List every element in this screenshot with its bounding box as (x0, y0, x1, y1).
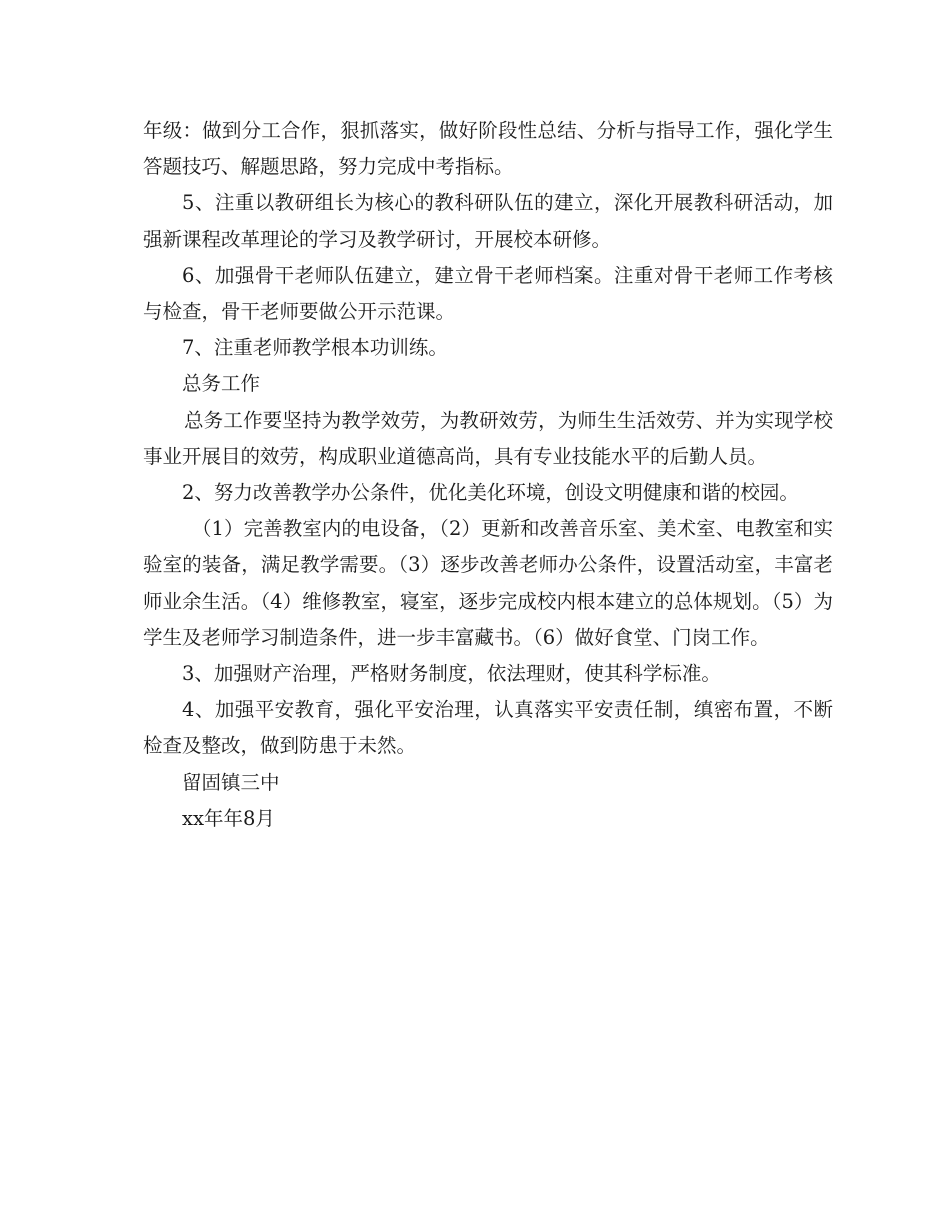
signature-date: xx年年8月 (182, 806, 275, 830)
section-heading-general-affairs: 总务工作 (182, 372, 261, 396)
paragraph-general-item-4: 4、加强平安教育，强化平安治理，认真落实平安责任制，缜密布置，不断检查及整改，做到防患于未然。 (143, 698, 833, 758)
paragraph-general-intro: 总务工作要坚持为教学效劳，为教研效劳，为师生生活效劳、并为实现学校事业开展目的效劳，构成职业道德高尚，具有专业技能水平的后勤人员。 (143, 408, 833, 468)
paragraph-item-6: 6、加强骨干老师队伍建立，建立骨干老师档案。注重对骨干老师工作考核与检查，骨干老师要做公开示范课。 (143, 263, 833, 324)
paragraph-continuation: 年级：做到分工合作，狠抓落实，做好阶段性总结、分析与指导工作，强化学生答题技巧、解题思路，努力完成中考指标。 (143, 119, 833, 179)
document-body (143, 113, 833, 837)
paragraph-item-5: 5、注重以教研组长为核心的教科研队伍的建立，深化开展教科研活动，加强新课程改革理论的学习及教学研讨，开展校本研修。 (143, 191, 833, 251)
paragraph-general-item-2: 2、努力改善教学办公条件，优化美化环境，创设文明健康和谐的校园。 (182, 481, 799, 505)
paragraph-general-item-2-sub: （1）完善教室内的电设备，（2）更新和改善音乐室、美术室、电教室和实验室的装备，满足教学需要。（3）逐步改善老师办公条件，设置活动室，丰富老师业余生活。（4）维修教室，寝室，逐步完成校内根本建立的总体规划。（5）为学生及老师学习制造条件，进一步丰富藏书。（6）做好食堂、门岗工作。 (143, 517, 833, 649)
paragraph-general-item-3: 3、加强财产治理，严格财务制度，依法理财，使其科学标准。 (182, 662, 721, 686)
signature-school-name: 留固镇三中 (182, 770, 280, 794)
paragraph-item-7: 7、注重老师教学根本功训练。 (182, 336, 448, 360)
